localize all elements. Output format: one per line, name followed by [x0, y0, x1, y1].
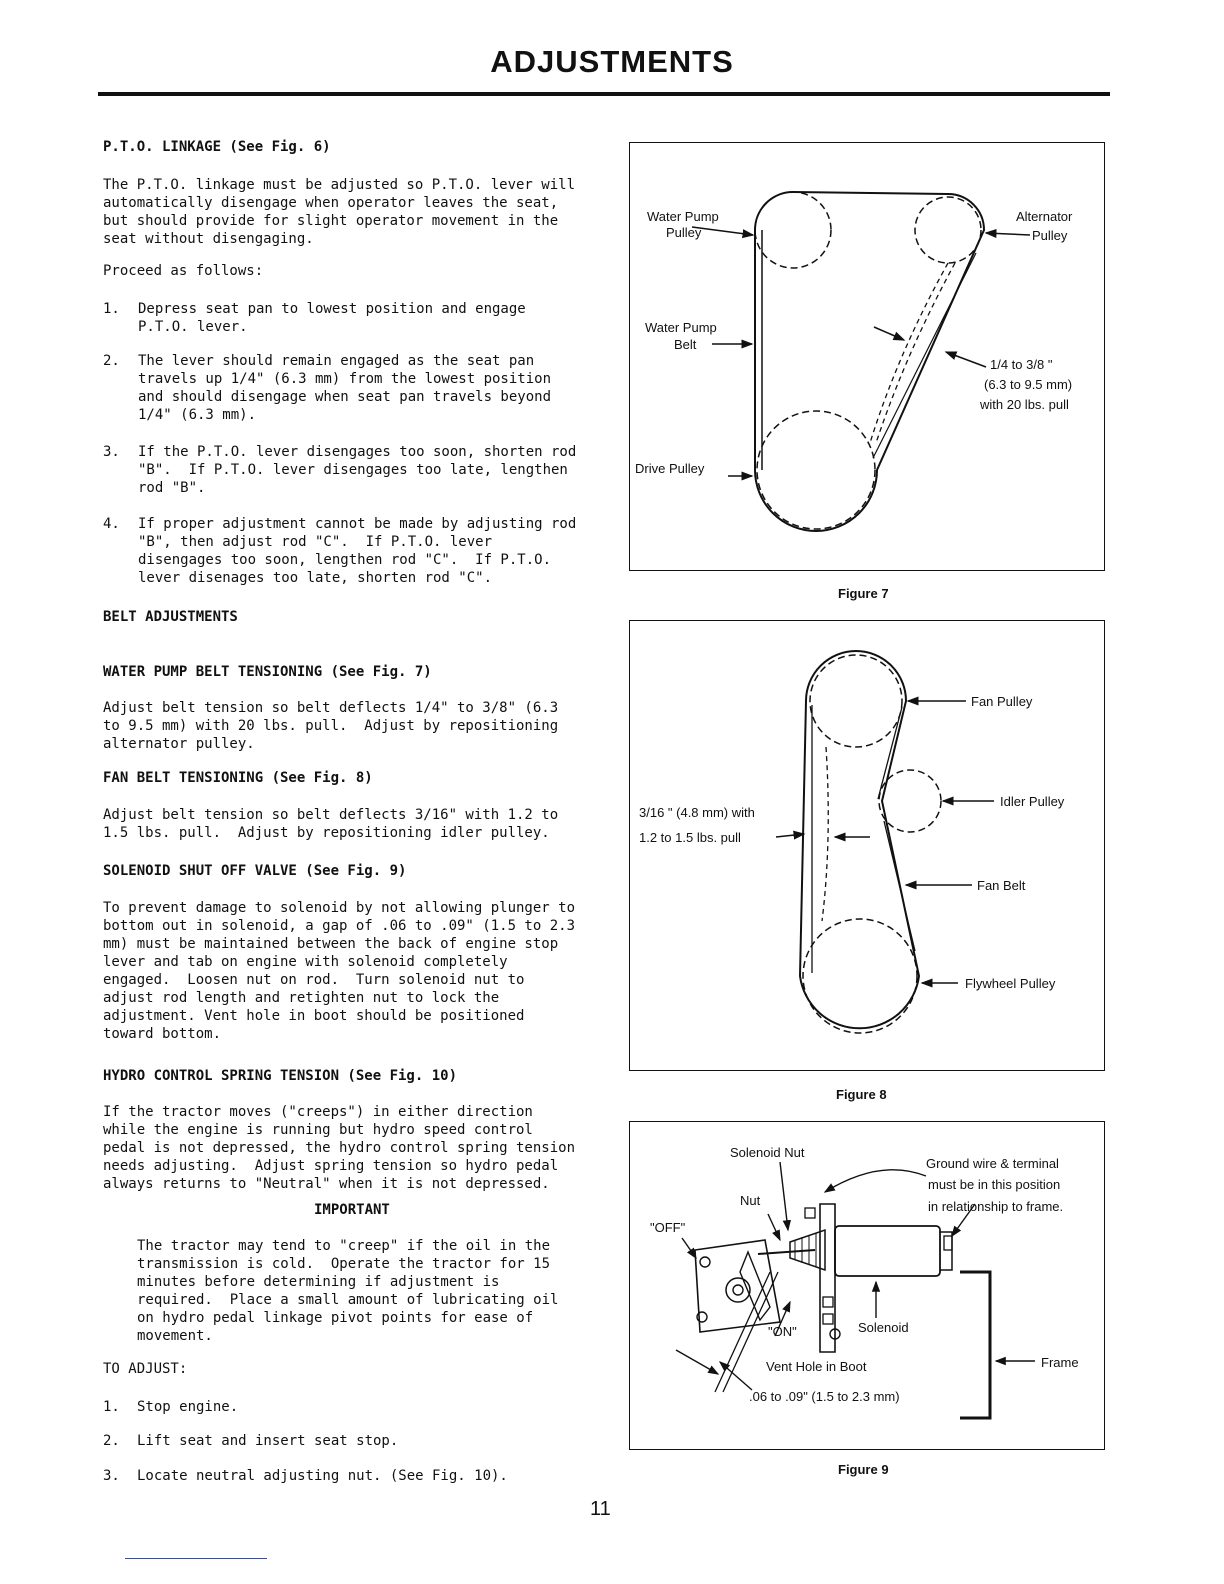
- water-pump-pulley-label: Water Pump: [647, 209, 719, 224]
- drive-pulley-label: Drive Pulley: [635, 461, 705, 476]
- water-pump-belt-label: Water Pump: [645, 320, 717, 335]
- solenoid-nut-label: Solenoid Nut: [730, 1145, 805, 1160]
- fan-belt-label: Fan Belt: [977, 878, 1026, 893]
- deflection-label: 1.2 to 1.5 lbs. pull: [639, 830, 741, 845]
- frame-label: Frame: [1041, 1355, 1079, 1370]
- hydro-heading: HYDRO CONTROL SPRING TENSION (See Fig. 10): [103, 1068, 458, 1084]
- water-pump-heading: WATER PUMP BELT TENSIONING (See Fig. 7): [103, 664, 432, 680]
- important-label: IMPORTANT: [314, 1202, 390, 1218]
- important-text: The tractor may tend to "creep" if the oil in the transmission is cold. Operate the tractor for 15 minutes before determining if adjustment is required. Place a small amount of lubricating oil on hydro pedal linkage pivot points for ease of movement.: [137, 1238, 567, 1344]
- pto-proceed: Proceed as follows:: [103, 263, 264, 279]
- deflection-label: 1/4 to 3/8 ": [990, 357, 1053, 372]
- pto-step-text: If proper adjustment cannot be made by adjusting rod "B", then adjust rod "C". If P.T.O. lever disengages too soon, lengthen rod "C". If P.T.O. lever disenages too late, shorten rod "C".: [138, 516, 585, 586]
- pto-step-number: 2.: [103, 353, 120, 369]
- figure-7-caption: Figure 7: [838, 586, 889, 601]
- solenoid-heading: SOLENOID SHUT OFF VALVE (See Fig. 9): [103, 863, 407, 879]
- alternator-pulley-label: Pulley: [1032, 228, 1068, 243]
- water-pump-text: Adjust belt tension so belt deflects 1/4" to 3/8" (6.3 to 9.5 mm) with 20 lbs. pull. Adjust by repositioning alternator pulley.: [103, 700, 567, 752]
- footer-line: [125, 1558, 267, 1559]
- pto-step-text: The lever should remain engaged as the seat pan travels up 1/4" (6.3 mm) from the lowest position and should disengage when seat pan travels beyond 1/4" (6.3 mm).: [138, 353, 560, 423]
- idler-pulley: [879, 770, 941, 832]
- ground-note: Ground wire & terminal: [926, 1156, 1059, 1171]
- page-title: ADJUSTMENTS: [490, 44, 734, 79]
- deflection-label: (6.3 to 9.5 mm): [984, 377, 1073, 392]
- frame: [960, 1272, 990, 1418]
- nut-label: Nut: [740, 1193, 761, 1208]
- title-rule: [98, 92, 1110, 96]
- hydro-step-text: Lift seat and insert seat stop.: [137, 1433, 399, 1449]
- ground-note: must be in this position: [928, 1177, 1061, 1192]
- pto-step-number: 3.: [103, 444, 120, 460]
- water-pump-belt-label: Belt: [674, 337, 697, 352]
- hydro-step-text: Stop engine.: [137, 1399, 239, 1415]
- alternator-pulley-label: Alternator: [1016, 209, 1073, 224]
- belt-heading: BELT ADJUSTMENTS: [103, 609, 238, 625]
- deflection-label: 3/16 " (4.8 mm) with: [639, 805, 755, 820]
- figure-8-caption: Figure 8: [836, 1087, 887, 1102]
- fan-belt-text: Adjust belt tension so belt deflects 3/16" with 1.2 to 1.5 lbs. pull. Adjust by repositioning idler pulley.: [103, 807, 567, 841]
- solenoid-body: [835, 1226, 940, 1276]
- pto-heading: P.T.O. LINKAGE (See Fig. 6): [103, 139, 331, 155]
- page-number: 11: [590, 1498, 611, 1520]
- figure-9-diagram: [629, 1121, 1105, 1450]
- drive-pulley: [757, 411, 875, 529]
- figure-9-caption: Figure 9: [838, 1462, 889, 1477]
- figure-8-diagram: [629, 620, 1105, 1071]
- gap-label: .06 to .09" (1.5 to 2.3 mm): [749, 1389, 900, 1404]
- hydro-step-number: 1.: [103, 1399, 120, 1415]
- alternator-pulley: [915, 197, 981, 263]
- pto-step-text: Depress seat pan to lowest position and engage P.T.O. lever.: [138, 301, 535, 335]
- fan-belt-heading: FAN BELT TENSIONING (See Fig. 8): [103, 770, 373, 786]
- water-pump-pulley-label: Pulley: [666, 225, 702, 240]
- pto-step-text: If the P.T.O. lever disengages too soon, shorten rod "B". If P.T.O. lever disengages too late, lengthen rod "B".: [138, 444, 585, 496]
- fan-pulley: [810, 655, 902, 747]
- hydro-text: If the tractor moves ("creeps") in either direction while the engine is running but hydro speed control pedal is not depressed, the hydro control spring tension needs adjusting. Adjust spring tension so hydro pedal always returns to "Neutral" when it is not depressed.: [103, 1104, 584, 1192]
- flywheel-pulley: [803, 919, 917, 1033]
- flywheel-pulley-label: Flywheel Pulley: [965, 976, 1056, 991]
- hydro-step-number: 2.: [103, 1433, 120, 1449]
- hydro-step-text: Locate neutral adjusting nut. (See Fig. 10).: [137, 1468, 508, 1484]
- water-pump-belt: [755, 192, 984, 531]
- on-label: "ON": [768, 1324, 797, 1339]
- figure-7-diagram: [629, 142, 1105, 571]
- deflection-label: with 20 lbs. pull: [980, 397, 1069, 412]
- to-adjust-label: TO ADJUST:: [103, 1361, 188, 1377]
- ground-note: in relationship to frame.: [928, 1199, 1064, 1214]
- hydro-step-number: 3.: [103, 1468, 120, 1484]
- solenoid-label: Solenoid: [858, 1320, 909, 1335]
- idler-pulley-label: Idler Pulley: [1000, 794, 1065, 809]
- fan-pulley-label: Fan Pulley: [971, 694, 1033, 709]
- off-label: "OFF": [650, 1220, 686, 1235]
- pto-step-number: 4.: [103, 516, 120, 532]
- vent-hole-label: Vent Hole in Boot: [766, 1359, 867, 1374]
- pto-step-number: 1.: [103, 301, 120, 317]
- solenoid-text: To prevent damage to solenoid by not allowing plunger to bottom out in solenoid, a gap of .06 to .09" (1.5 to 2.3 mm) must be maintained between the back of engine stop lever and tab on engine with solenoid completely engaged. Loosen nut on rod. Turn solenoid nut to adjust rod length and retighten nut to lock the adjustment. Vent hole in boot should be positioned toward bottom.: [103, 900, 584, 1042]
- pto-intro: The P.T.O. linkage must be adjusted so P.T.O. lever will automatically disengage when operator leaves the seat, but should provide for slight operator movement in the seat without disengaging.: [103, 177, 584, 247]
